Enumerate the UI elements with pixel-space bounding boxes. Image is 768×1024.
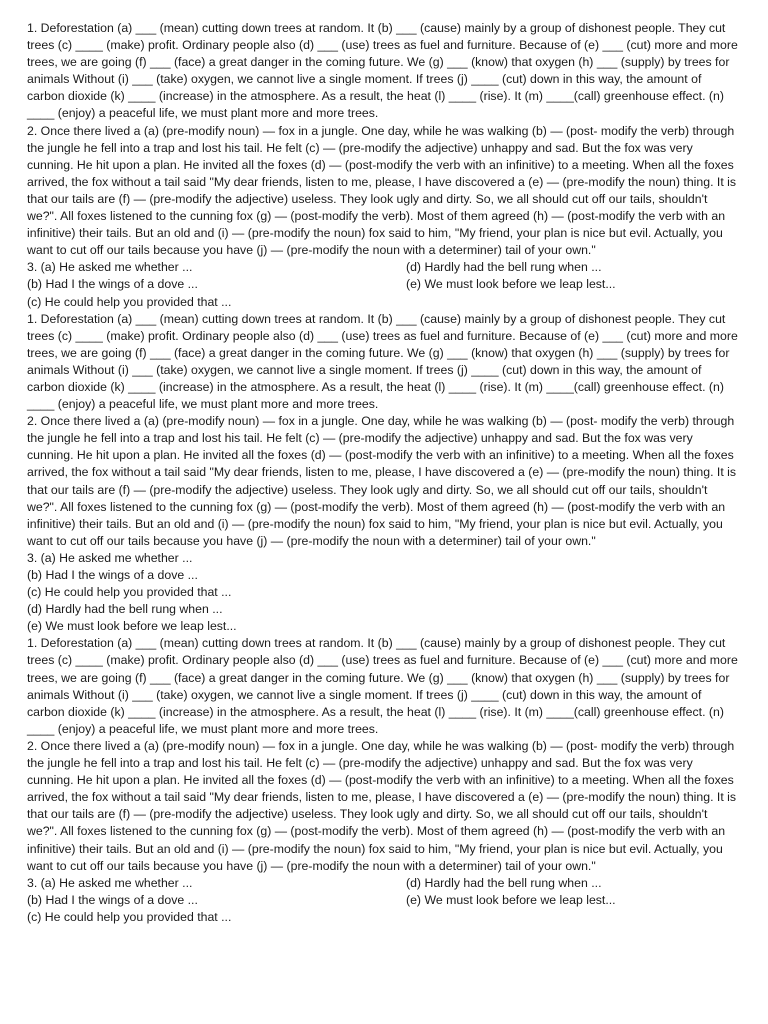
question-1-deforestation: 1. Deforestation (a) ___ (mean) cutting down trees at random. It (b) ___ (cause) mainly by a group of dishonest people. They cut trees (c) ____ (make) profit. Ordinary people also (d) ___ (use) trees as fuel and furniture. Because of (e) ___ (cut) more and more trees, we are going (f) ___ (face) a great danger in the coming future. We (g) ___ (know) that oxygen (h) ___ (supply) by trees for animals Without (i) ___ (take) oxygen, we cannot live a single moment. If trees (j) ____ (cut) down in this way, the amount of carbon dioxide (k) ____ (increase) in the atmosphere. As a result, the heat (l) ____ (rise). It (m) ____(call) greenhouse effect. (n) ____ (enjoy) a peaceful life, we must plant more and more trees. xyxy=(27,21,738,121)
option-3d: (d) Hardly had the bell rung when ... xyxy=(406,260,602,275)
option-3c: (c) He could help you provided that ... xyxy=(27,909,232,924)
option-3c: (c) He could help you provided that ... xyxy=(27,294,232,309)
option-3d: (d) Hardly had the bell rung when ... xyxy=(406,875,602,890)
option-3d: (d) Hardly had the bell rung when ... xyxy=(27,602,223,617)
question-3-options-two-column xyxy=(27,259,741,310)
question-1-deforestation: 1. Deforestation (a) ___ (mean) cutting down trees at random. It (b) ___ (cause) mainly by a group of dishonest people. They cut trees (c) ____ (make) profit. Ordinary people also (d) ___ (use) trees as fuel and furniture. Because of (e) ___ (cut) more and more trees, we are going (f) ___ (face) a great danger in the coming future. We (g) ___ (know) that oxygen (h) ___ (supply) by trees for animals Without (i) ___ (take) oxygen, we cannot live a single moment. If trees (j) ____ (cut) down in this way, the amount of carbon dioxide (k) ____ (increase) in the atmosphere. As a result, the heat (l) ____ (rise). It (m) ____(call) greenhouse effect. (n) ____ (enjoy) a peaceful life, we must plant more and more trees. xyxy=(27,636,738,736)
question-2-fox-story: 2. Once there lived a (a) (pre-modify noun) — fox in a jungle. One day, while he was walking (b) — (post- modify the verb) through the jungle he fell into a trap and lost his tail. He felt (c) — (pre-modify the adjective) unhappy and sad. But the fox was very cunning. He hit upon a plan. He invited all the foxes (d) — (post-modify the verb with an infinitive) to a meeting. When all the foxes arrived, the fox without a tail said "My dear friends, listen to me, please, I have discovered a (e) — (pre-modify the noun) thing. It is that our tails are (f) — (pre-modify the adjective) useless. They look ugly and dirty. So, we all should cut off our tails, shouldn't we?". All foxes listened to the cunning fox (g) — (post-modify the verb). Most of them agreed (h) — (post-modify the verb with an infinitive) their tails. But an old and (i) — (pre-modify the noun) fox said to him, "My friend, your plan is nice but evil. Actually, you want to cut off our tails because you have (j) — (pre-modify the noun with a determiner) tail of your own." xyxy=(27,123,737,258)
option-3e: (e) We must look before we leap lest... xyxy=(406,277,616,292)
option-3b: (b) Had I the wings of a dove ... xyxy=(27,568,198,582)
question-3-options-list xyxy=(27,550,741,635)
option-3b: (b) Had I the wings of a dove ... xyxy=(27,892,198,907)
question-3-options-two-column xyxy=(27,875,741,926)
question-1-deforestation: 1. Deforestation (a) ___ (mean) cutting down trees at random. It (b) ___ (cause) mainly by a group of dishonest people. They cut trees (c) ____ (make) profit. Ordinary people also (d) ___ (use) trees as fuel and furniture. Because of (e) ___ (cut) more and more trees, we are going (f) ___ (face) a great danger in the coming future. We (g) ___ (know) that oxygen (h) ___ (supply) by trees for animals Without (i) ___ (take) oxygen, we cannot live a single moment. If trees (j) ____ (cut) down in this way, the amount of carbon dioxide (k) ____ (increase) in the atmosphere. As a result, the heat (l) ____ (rise). It (m) ____(call) greenhouse effect. (n) ____ (enjoy) a peaceful life, we must plant more and more trees. xyxy=(27,311,738,412)
option-3e: (e) We must look before we leap lest... xyxy=(27,619,237,634)
option-3a: 3. (a) He asked me whether ... xyxy=(27,875,193,890)
option-3a: 3. (a) He asked me whether ... xyxy=(27,260,193,275)
option-3b: (b) Had I the wings of a dove ... xyxy=(27,277,198,292)
question-2-fox-story: 2. Once there lived a (a) (pre-modify noun) — fox in a jungle. One day, while he was walking (b) — (post- modify the verb) through the jungle he fell into a trap and lost his tail. He felt (c) — (pre-modify the adjective) unhappy and sad. But the fox was very cunning. He hit upon a plan. He invited all the foxes (d) — (post-modify the verb with an infinitive) to a meeting. When all the foxes arrived, the fox without a tail said "My dear friends, listen to me, please, I have discovered a (e) — (pre-modify the noun) thing. It is that our tails are (f) — (pre-modify the adjective) useless. They look ugly and dirty. So, we all should cut off our tails, shouldn't we?". All foxes listened to the cunning fox (g) — (post-modify the verb). Most of them agreed (h) — (post-modify the verb with an infinitive) their tails. But an old and (i) — (pre-modify the noun) fox said to him, "My friend, your plan is nice but evil. Actually, you want to cut off our tails because you have (j) — (pre-modify the noun with a determiner) tail of your own." xyxy=(27,414,737,548)
option-3e: (e) We must look before we leap lest... xyxy=(406,892,616,907)
option-3c: (c) He could help you provided that ... xyxy=(27,585,232,600)
option-3a: 3. (a) He asked me whether ... xyxy=(27,550,193,565)
question-2-fox-story: 2. Once there lived a (a) (pre-modify noun) — fox in a jungle. One day, while he was walking (b) — (post- modify the verb) through the jungle he fell into a trap and lost his tail. He felt (c) — (pre-modify the adjective) unhappy and sad. But the fox was very cunning. He hit upon a plan. He invited all the foxes (d) — (post-modify the verb with an infinitive) to a meeting. When all the foxes arrived, the fox without a tail said "My dear friends, listen to me, please, I have discovered a (e) — (pre-modify the noun) thing. It is that our tails are (f) — (pre-modify the adjective) useless. They look ugly and dirty. So, we all should cut off our tails, shouldn't we?". All foxes listened to the cunning fox (g) — (post-modify the verb). Most of them agreed (h) — (post-modify the verb with an infinitive) their tails. But an old and (i) — (pre-modify the noun) fox said to him, "My friend, your plan is nice but evil. Actually, you want to cut off our tails because you have (j) — (pre-modify the noun with a determiner) tail of your own." xyxy=(27,738,737,873)
